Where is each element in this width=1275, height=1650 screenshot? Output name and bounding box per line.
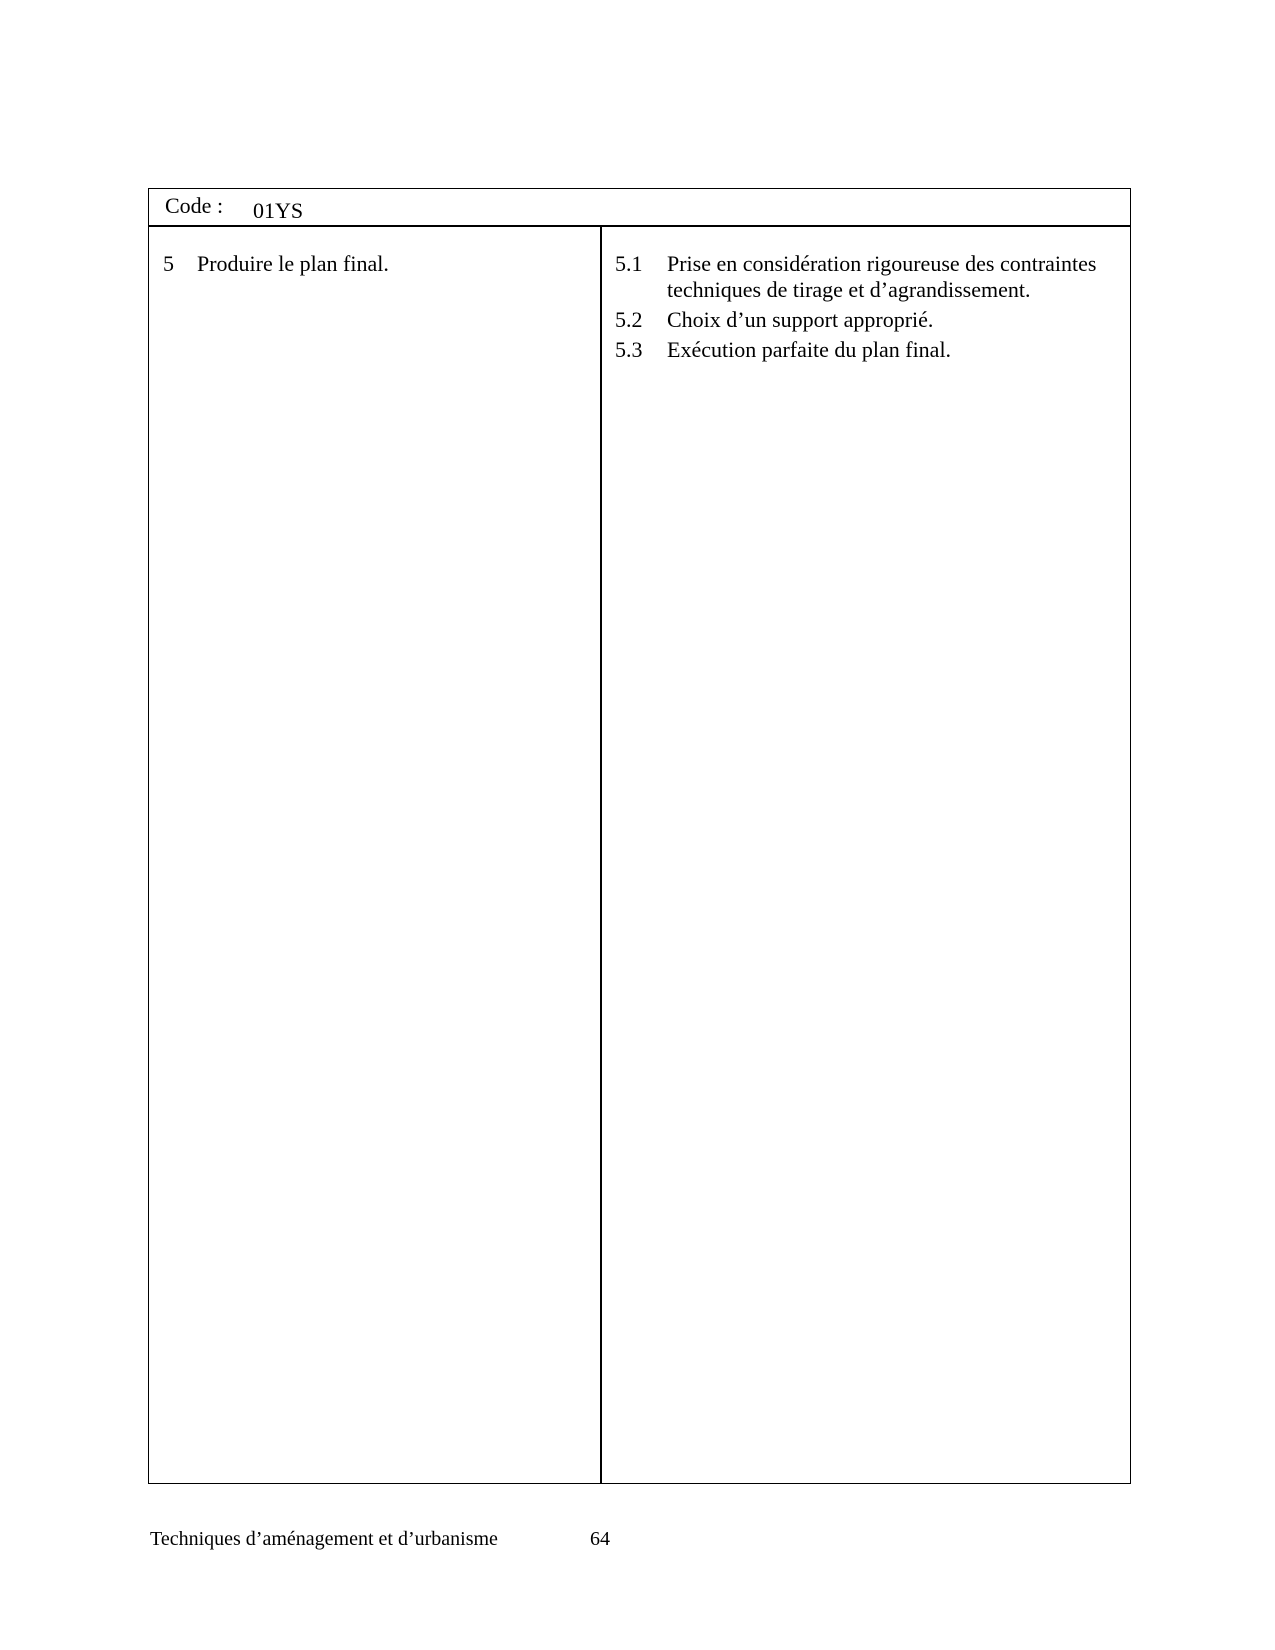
code-row — [149, 189, 1130, 227]
criterion-text: Prise en considération rigoureuse des contraintes techniques de tirage et d’agrandissement. — [667, 251, 1097, 302]
criteria-list — [615, 251, 1125, 367]
criterion-text: Choix d’un support approprié. — [667, 307, 934, 332]
criterion-number: 5.1 — [615, 251, 643, 276]
element-cell — [163, 251, 583, 277]
criterion-number: 5.3 — [615, 337, 643, 362]
page-number: 64 — [590, 1528, 610, 1550]
criterion-item — [615, 337, 1125, 363]
criterion-item — [615, 251, 1125, 303]
page-footer — [150, 1528, 610, 1551]
criterion-number: 5.2 — [615, 307, 643, 332]
competency-table — [148, 188, 1131, 1484]
code-label: Code : — [165, 193, 224, 218]
criterion-text: Exécution parfaite du plan final. — [667, 337, 952, 362]
code-value: 01YS — [253, 198, 304, 223]
element-text: Produire le plan final. — [197, 251, 389, 276]
footer-program-title: Techniques d’aménagement et d’urbanisme — [150, 1528, 498, 1550]
column-divider — [600, 227, 602, 1483]
element-number: 5 — [163, 251, 174, 276]
criterion-item — [615, 307, 1125, 333]
